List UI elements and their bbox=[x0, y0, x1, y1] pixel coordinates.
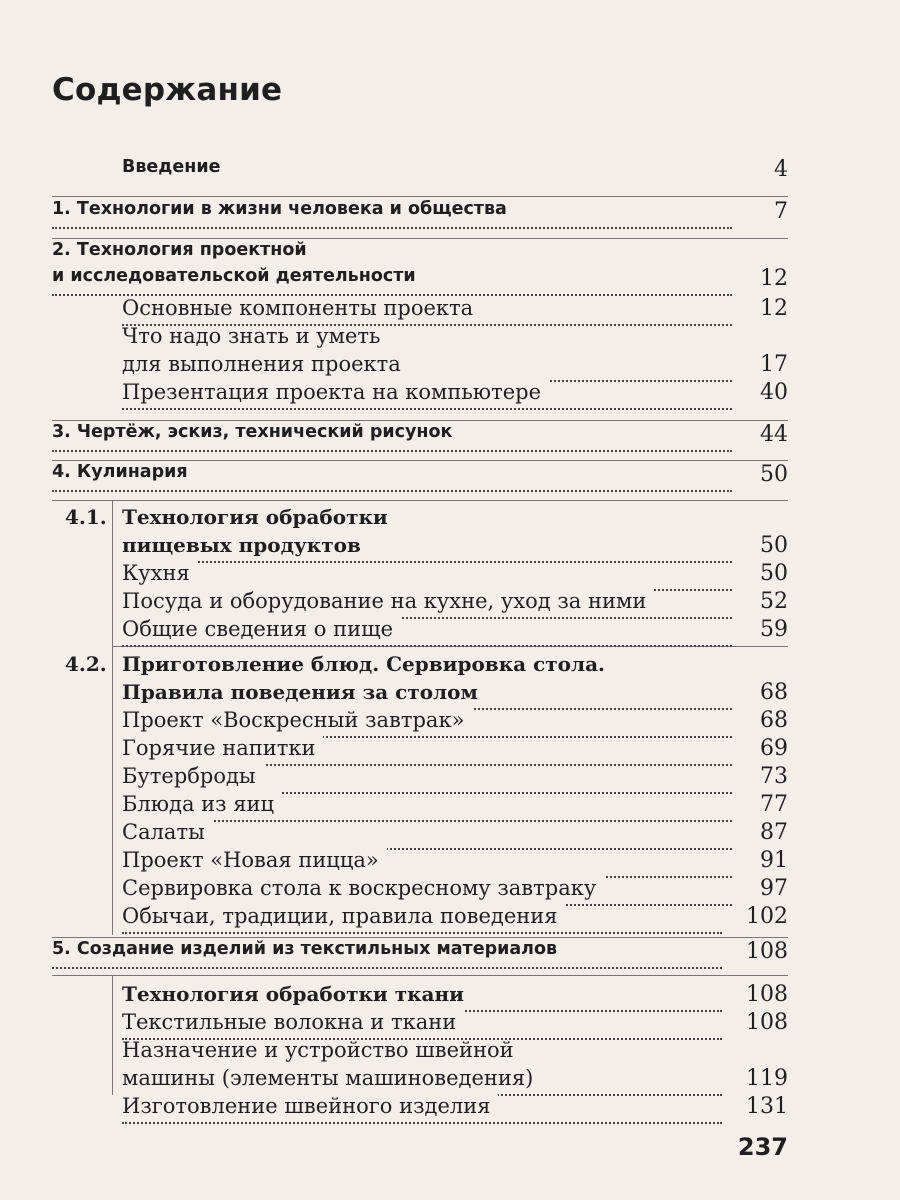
divider bbox=[52, 196, 788, 197]
entry-page: 17 bbox=[752, 352, 788, 377]
page-number: 237 bbox=[737, 1133, 788, 1161]
toc-entry[interactable] bbox=[0, 820, 900, 850]
toc-entry[interactable] bbox=[0, 1094, 900, 1124]
entry-page: 131 bbox=[738, 1094, 788, 1119]
toc-entry[interactable] bbox=[0, 296, 900, 326]
toc-entry[interactable] bbox=[0, 1010, 900, 1040]
entry-page: 40 bbox=[752, 380, 788, 405]
entry-page: 12 bbox=[752, 296, 788, 321]
entry-label: и исследовательской деятельности bbox=[52, 266, 424, 286]
divider bbox=[52, 937, 788, 938]
toc-entry[interactable] bbox=[0, 617, 900, 647]
entry-label: Презентация проекта на компьютере bbox=[122, 380, 549, 404]
entry-page: 108 bbox=[738, 982, 788, 1007]
entry-label: машины (элементы машиноведения) bbox=[122, 1066, 541, 1090]
entry-label: Проект «Новая пицца» bbox=[122, 848, 387, 872]
entry-label: Общие сведения о пище bbox=[122, 617, 401, 641]
entry-label: Основные компоненты проекта bbox=[122, 296, 481, 320]
entry-page: 50 bbox=[752, 561, 788, 586]
dot-leader bbox=[122, 561, 732, 591]
divider bbox=[52, 500, 788, 501]
divider bbox=[52, 238, 788, 239]
toc-entry-line1 bbox=[0, 1038, 900, 1068]
toc-entry[interactable] bbox=[0, 982, 900, 1012]
entry-label: для выполнения проекта bbox=[122, 352, 409, 376]
toc-entry[interactable] bbox=[0, 848, 900, 878]
toc-entry[interactable] bbox=[0, 199, 900, 229]
toc-entry-line1 bbox=[0, 505, 900, 535]
toc-entry[interactable] bbox=[0, 1066, 900, 1096]
toc-entry-line1 bbox=[0, 652, 900, 682]
entry-page: 7 bbox=[766, 199, 788, 224]
entry-label: Текстильные волокна и ткани bbox=[122, 1010, 464, 1034]
toc-entry[interactable] bbox=[0, 561, 900, 591]
entry-label-line1: Технология обработки bbox=[122, 505, 388, 529]
toc-entry[interactable] bbox=[0, 764, 900, 794]
divider bbox=[52, 420, 788, 421]
entry-label-line1: Что надо знать и уметь bbox=[122, 324, 381, 348]
entry-label: 1. Технологии в жизни человека и общества bbox=[52, 199, 515, 219]
entry-page: 119 bbox=[738, 1066, 788, 1091]
entry-page: 44 bbox=[752, 422, 788, 447]
entry-label: Изготовление швейного изделия bbox=[122, 1094, 498, 1118]
entry-label: 5. Создание изделий из текстильных материалов bbox=[52, 939, 565, 959]
entry-page: 68 bbox=[752, 680, 788, 705]
entry-page: 108 bbox=[738, 1010, 788, 1035]
entry-page: 87 bbox=[752, 820, 788, 845]
entry-label: Сервировка стола к воскресному завтраку bbox=[122, 876, 604, 900]
toc-entry[interactable] bbox=[0, 680, 900, 710]
entry-page: 73 bbox=[752, 764, 788, 789]
entry-label: Обычаи, традиции, правила поведения bbox=[122, 904, 565, 928]
dot-leader bbox=[122, 820, 732, 850]
toc-entry[interactable] bbox=[0, 380, 900, 410]
entry-page: 108 bbox=[738, 939, 788, 964]
entry-label: Правила поведения за столом bbox=[122, 680, 486, 704]
entry-label: Проект «Воскресный завтрак» bbox=[122, 708, 472, 732]
entry-page: 68 bbox=[752, 708, 788, 733]
toc-entry[interactable] bbox=[0, 266, 900, 296]
entry-page: 77 bbox=[752, 792, 788, 817]
entry-page: 50 bbox=[752, 462, 788, 487]
entry-page: 12 bbox=[752, 266, 788, 291]
section-number: 4.2. bbox=[65, 652, 107, 676]
entry-label-line1: Назначение и устройство швейной bbox=[122, 1038, 514, 1062]
entry-label: Кухня bbox=[122, 561, 198, 585]
entry-label: Посуда и оборудование на кухне, уход за ними bbox=[122, 589, 654, 613]
entry-label: Введение bbox=[122, 157, 221, 177]
section-number: 4.1. bbox=[65, 505, 107, 529]
toc-entry[interactable] bbox=[0, 422, 900, 452]
toc-entry[interactable] bbox=[0, 157, 900, 187]
divider bbox=[52, 975, 788, 976]
entry-label-line1: Приготовление блюд. Сервировка стола. bbox=[122, 652, 605, 676]
toc-entry[interactable] bbox=[0, 708, 900, 738]
entry-page: 97 bbox=[752, 876, 788, 901]
entry-label: пищевых продуктов bbox=[122, 533, 369, 557]
entry-page: 91 bbox=[752, 848, 788, 873]
entry-page: 59 bbox=[752, 617, 788, 642]
toc-entry[interactable] bbox=[0, 589, 900, 619]
entry-page: 4 bbox=[766, 157, 788, 182]
entry-page: 52 bbox=[752, 589, 788, 614]
toc-entry[interactable] bbox=[0, 462, 900, 492]
entry-label-line1: 2. Технология проектной bbox=[52, 240, 307, 260]
toc-entry[interactable] bbox=[0, 736, 900, 766]
entry-label: Технология обработки ткани bbox=[122, 982, 472, 1006]
toc-entry[interactable] bbox=[0, 904, 900, 934]
entry-label: Салаты bbox=[122, 820, 213, 844]
entry-label: Блюда из яиц bbox=[122, 792, 282, 816]
divider bbox=[52, 460, 788, 461]
toc-entry[interactable] bbox=[0, 533, 900, 563]
entry-label: Бутерброды bbox=[122, 764, 264, 788]
toc-entry[interactable] bbox=[0, 876, 900, 906]
entry-label: Горячие напитки bbox=[122, 736, 323, 760]
toc-entry[interactable] bbox=[0, 792, 900, 822]
toc-entry[interactable] bbox=[0, 939, 900, 969]
page-title: Содержание bbox=[52, 72, 283, 108]
entry-page: 50 bbox=[752, 533, 788, 558]
entry-page: 102 bbox=[738, 904, 788, 929]
entry-label: 4. Кулинария bbox=[52, 462, 196, 482]
toc-entry[interactable] bbox=[0, 352, 900, 382]
entry-label: 3. Чертёж, эскиз, технический рисунок bbox=[52, 422, 460, 442]
entry-page: 69 bbox=[752, 736, 788, 761]
toc-entry-line1 bbox=[0, 324, 900, 354]
